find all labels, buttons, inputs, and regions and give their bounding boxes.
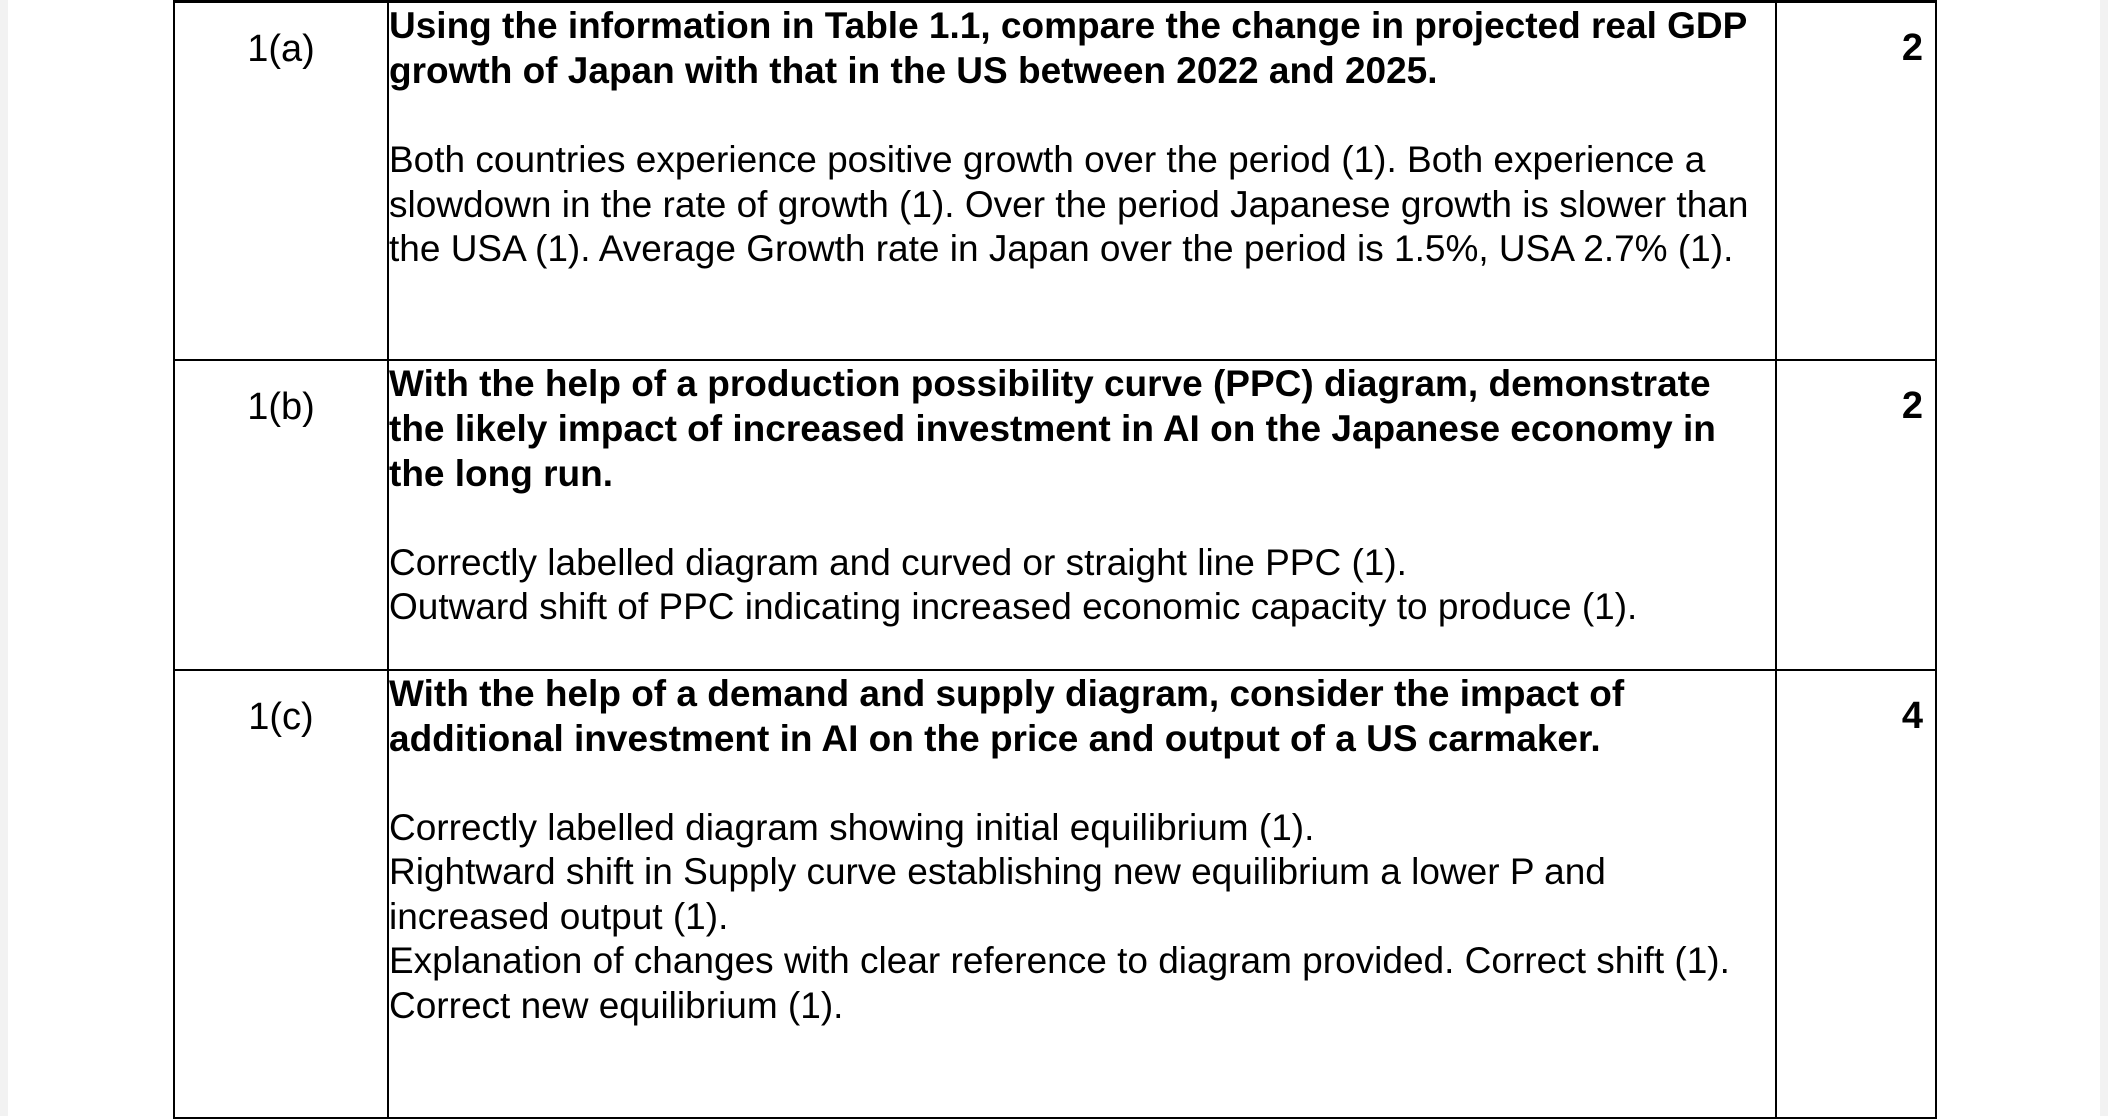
page-margin-left bbox=[0, 0, 8, 1116]
answer-line: Correctly labelled diagram showing initial equilibrium (1). bbox=[389, 806, 1315, 848]
marks-value: 2 bbox=[1901, 27, 1923, 69]
question-number: 1(c) bbox=[248, 695, 314, 738]
marks-value: 2 bbox=[1901, 384, 1923, 427]
table-row bbox=[174, 360, 1936, 670]
question-number-cell bbox=[174, 360, 388, 670]
answer-guidance bbox=[389, 138, 1775, 272]
page-margin-right bbox=[2100, 0, 2108, 1116]
marks-cell bbox=[1776, 670, 1936, 1118]
marks-cell bbox=[1776, 2, 1936, 360]
answer-line: Rightward shift in Supply curve establishing new equilibrium a lower P and increased output (1). bbox=[389, 851, 1606, 937]
answer-cell bbox=[388, 360, 1776, 670]
mark-scheme-table bbox=[173, 0, 1937, 1119]
answer-guidance bbox=[389, 541, 1775, 630]
answer-cell bbox=[388, 2, 1776, 360]
answer-cell bbox=[388, 670, 1776, 1118]
question-number-cell bbox=[174, 670, 388, 1118]
answer-guidance bbox=[389, 806, 1775, 1029]
question-text: Using the information in Table 1.1, compare the change in projected real GDP growth of Japan with that in the US between 2022 and 2025. bbox=[389, 5, 1747, 91]
answer-line: Correctly labelled diagram and curved or straight line PPC (1). bbox=[389, 541, 1407, 583]
answer-line: Outward shift of PPC indicating increased economic capacity to produce (1). bbox=[389, 586, 1638, 627]
table-row bbox=[174, 2, 1936, 360]
question-text: With the help of a production possibility curve (PPC) diagram, demonstrate the likely impact of increased investment in AI on the Japanese economy in the long run. bbox=[389, 362, 1716, 494]
question-number: 1(b) bbox=[247, 385, 315, 428]
answer-line: Explanation of changes with clear reference to diagram provided. Correct shift (1). bbox=[389, 940, 1730, 981]
answer-line: Both countries experience positive growth over the period (1). Both experience a slowdown in the rate of growth (1). Over the period Japanese growth is slower than the USA (1). Average Growth rate in Japan over the period is 1.5%, USA 2.7% (1). bbox=[389, 139, 1749, 269]
answer-line: Correct new equilibrium (1). bbox=[389, 984, 844, 1026]
question-number-cell bbox=[174, 2, 388, 360]
table-row bbox=[174, 670, 1936, 1118]
marks-cell bbox=[1776, 360, 1936, 670]
question-number: 1(a) bbox=[247, 28, 315, 70]
marks-value: 4 bbox=[1901, 694, 1923, 737]
question-text: With the help of a demand and supply diagram, consider the impact of additional investment in AI on the price and output of a US carmaker. bbox=[389, 672, 1625, 759]
